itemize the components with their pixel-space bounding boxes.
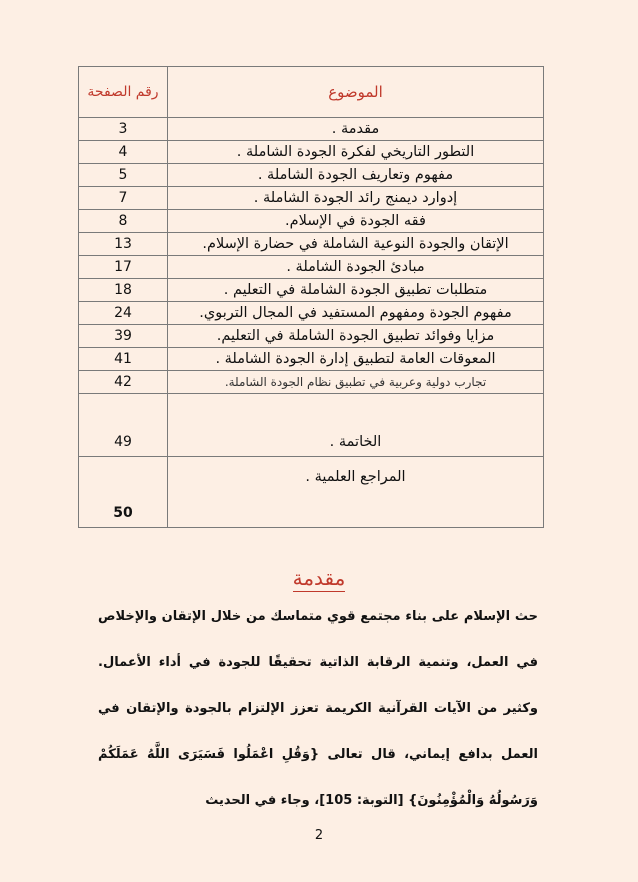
section-heading-text: مقدمة	[292, 566, 346, 590]
toc-header-topic: الموضوع	[168, 67, 544, 118]
toc-row	[79, 164, 544, 187]
toc-topic: متطلبات تطبيق الجودة الشاملة في التعليم .	[168, 279, 544, 302]
toc-row	[79, 279, 544, 302]
toc-topic: المراجع العلمية .	[168, 457, 544, 528]
toc-page-number: 3	[79, 118, 168, 141]
toc-topic: المعوقات العامة لتطبيق إدارة الجودة الشاملة .	[168, 348, 544, 371]
toc-row	[79, 371, 544, 394]
toc-page-number: 24	[79, 302, 168, 325]
toc-topic: مفهوم وتعاريف الجودة الشاملة .	[168, 164, 544, 187]
toc-topic: مفهوم الجودة ومفهوم المستفيد في المجال التربوي.	[168, 302, 544, 325]
toc-row	[79, 233, 544, 256]
table-of-contents	[78, 66, 544, 528]
intro-paragraph: حث الإسلام على بناء مجتمع قوي متماسك من خلال الإتقان والإخلاص في العمل، وتنمية الرقابة الذاتية تحقيقًا للجودة في أداء الأعمال. وكثير من الآيات القرآنية الكريمة تعزز الإلتزام بالجودة والإتقان في العمل بدافع إيماني، قال تعالى {وَقُلِ اعْمَلُوا فَسَيَرَى اللَّهُ عَمَلَكُمْ وَرَسُولُهُ وَالْمُؤْمِنُونَ} [التوبة: 105]، وجاء في الحديث	[98, 609, 538, 808]
toc-page-number: 41	[79, 348, 168, 371]
toc-topic: مزايا وفوائد تطبيق الجودة الشاملة في التعليم.	[168, 325, 544, 348]
toc-page-number: 39	[79, 325, 168, 348]
toc-topic: مقدمة .	[168, 118, 544, 141]
toc-topic: تجارب دولية وعربية في تطبيق نظام الجودة الشاملة.	[168, 371, 544, 394]
toc-page-number: 17	[79, 256, 168, 279]
toc-row	[79, 187, 544, 210]
toc-page-number: 7	[79, 187, 168, 210]
toc-header-row	[79, 67, 544, 118]
toc-page-number: 5	[79, 164, 168, 187]
toc-topic: مبادئ الجودة الشاملة .	[168, 256, 544, 279]
toc-page-number: 4	[79, 141, 168, 164]
toc-row	[79, 394, 544, 457]
toc-row	[79, 302, 544, 325]
toc-row	[79, 325, 544, 348]
toc-row	[79, 348, 544, 371]
toc-topic: التطور التاريخي لفكرة الجودة الشاملة .	[168, 141, 544, 164]
toc-topic: إدوارد ديمنج رائد الجودة الشاملة .	[168, 187, 544, 210]
toc-page-number: 8	[79, 210, 168, 233]
page-number: 2	[314, 828, 324, 843]
toc-page-number: 50	[79, 457, 168, 528]
toc-row	[79, 141, 544, 164]
toc-page-number: 18	[79, 279, 168, 302]
toc-page-number: 42	[79, 371, 168, 394]
toc-topic: الإتقان والجودة النوعية الشاملة في حضارة الإسلام.	[168, 233, 544, 256]
toc-header-page: رقم الصفحة	[79, 67, 168, 118]
toc-row	[79, 256, 544, 279]
toc-row	[79, 457, 544, 528]
section-heading	[0, 566, 638, 590]
toc-page-number: 13	[79, 233, 168, 256]
toc-topic: فقه الجودة في الإسلام.	[168, 210, 544, 233]
toc-page-number: 49	[79, 394, 168, 457]
toc-row	[79, 210, 544, 233]
toc-row	[79, 118, 544, 141]
toc-topic: الخاتمة .	[168, 394, 544, 457]
